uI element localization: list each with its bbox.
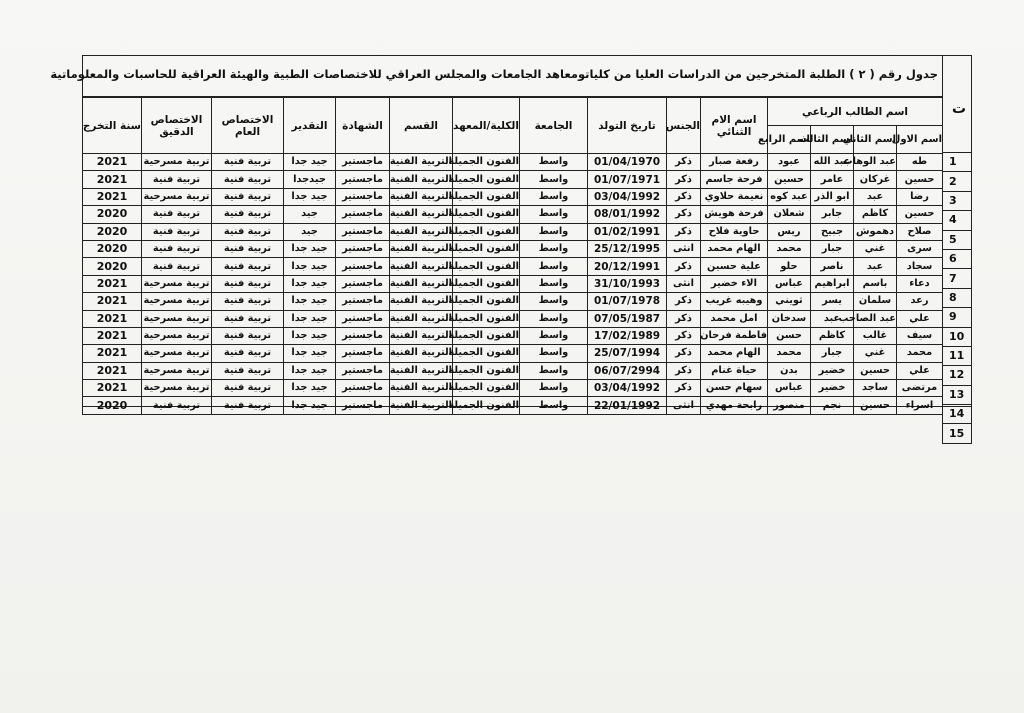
cell-second-name: عبد الصاحب [854, 310, 897, 327]
cell-precise-spec: تربية فنية [142, 397, 212, 414]
cell-fourth-name: محمد [768, 240, 811, 257]
header-general-spec: الاختصاص العام [212, 98, 284, 154]
cell-mother-name: حاوية فلاح [701, 223, 768, 240]
cell-department: التربية الفنية [390, 380, 453, 397]
cell-university: واسط [520, 327, 588, 344]
cell-grade: جيد جدا [284, 293, 336, 310]
cell-gender: ذكر [667, 345, 701, 362]
cell-degree: ماجستير [336, 223, 390, 240]
cell-department: التربية الفنية [390, 310, 453, 327]
cell-grad-year: 2020 [83, 397, 142, 414]
cell-general-spec: تربية فنية [212, 206, 284, 223]
header-fourth-name: اسم الرابع [768, 126, 811, 154]
cell-mother-name: وهيبه غريب [701, 293, 768, 310]
cell-first-name: طه [897, 154, 943, 171]
cell-third-name: عبد الله [811, 154, 854, 171]
cell-second-name: باسم [854, 275, 897, 292]
cell-degree: ماجستير [336, 345, 390, 362]
cell-precise-spec: تربية فنية [142, 258, 212, 275]
cell-grade: جيد جدا [284, 258, 336, 275]
cell-university: واسط [520, 362, 588, 379]
cell-first-name: علي [897, 310, 943, 327]
cell-grad-year: 2021 [83, 188, 142, 205]
cell-third-name: ابو الذر [811, 188, 854, 205]
cell-college: الفنون الجميلة [453, 327, 520, 344]
cell-university: واسط [520, 380, 588, 397]
cell-grade: جيد جدا [284, 154, 336, 171]
cell-university: واسط [520, 223, 588, 240]
cell-grad-year: 2020 [83, 206, 142, 223]
cell-gender: ذكر [667, 293, 701, 310]
cell-first-name: سيف [897, 327, 943, 344]
cell-college: الفنون الجميلة [453, 345, 520, 362]
cell-second-name: حسين [854, 397, 897, 414]
cell-precise-spec: تربية مسرحية [142, 275, 212, 292]
cell-mother-name: الهام محمد [701, 240, 768, 257]
cell-fourth-name: عبد كوه [768, 188, 811, 205]
cell-second-name: غركان [854, 171, 897, 188]
cell-dob: 01/07/1971 [588, 171, 667, 188]
cell-seq-number: 6 [943, 249, 972, 268]
cell-fourth-name: محمد [768, 345, 811, 362]
cell-dob: 22/01/1992 [588, 397, 667, 414]
cell-general-spec: تربية فنية [212, 223, 284, 240]
cell-grade: جيد جدا [284, 362, 336, 379]
cell-university: واسط [520, 240, 588, 257]
cell-fourth-name: بدن [768, 362, 811, 379]
cell-precise-spec: تربية مسرحية [142, 188, 212, 205]
cell-degree: ماجستير [336, 206, 390, 223]
cell-first-name: حسين [897, 171, 943, 188]
cell-grade: جيد جدا [284, 275, 336, 292]
cell-second-name: سلمان [854, 293, 897, 310]
cell-college: الفنون الجميلة [453, 206, 520, 223]
cell-third-name: عبد [811, 310, 854, 327]
cell-precise-spec: تربية مسرحية [142, 380, 212, 397]
cell-grade: جيد جدا [284, 327, 336, 344]
cell-college: الفنون الجميلة [453, 362, 520, 379]
cell-college: الفنون الجميلة [453, 188, 520, 205]
cell-gender: ذكر [667, 154, 701, 171]
cell-dob: 25/07/1994 [588, 345, 667, 362]
cell-dob: 06/07/2994 [588, 362, 667, 379]
cell-first-name: سرى [897, 240, 943, 257]
cell-grad-year: 2021 [83, 345, 142, 362]
cell-grad-year: 2021 [83, 293, 142, 310]
table-row [83, 397, 943, 414]
header-college: الكلية/المعهد [453, 98, 520, 154]
cell-seq-number: 12 [943, 366, 972, 385]
header-gender: الجنس [667, 98, 701, 154]
cell-grade: جيد جدا [284, 345, 336, 362]
cell-degree: ماجستير [336, 154, 390, 171]
header-third-name: اسم الثالث [811, 126, 854, 154]
cell-degree: ماجستير [336, 380, 390, 397]
cell-mother-name: فاطمة فرحان [701, 327, 768, 344]
table-row [83, 171, 943, 188]
header-grade: التقدير [284, 98, 336, 154]
cell-degree: ماجستير [336, 293, 390, 310]
cell-first-name: علي [897, 362, 943, 379]
cell-third-name: جبار [811, 240, 854, 257]
cell-second-name: غالب [854, 327, 897, 344]
table-row [83, 345, 943, 362]
cell-fourth-name: حسين [768, 171, 811, 188]
seq-header-label: ت [952, 101, 967, 117]
cell-university: واسط [520, 258, 588, 275]
cell-dob: 25/12/1995 [588, 240, 667, 257]
cell-precise-spec: تربية فنية [142, 240, 212, 257]
cell-grade: جيد [284, 206, 336, 223]
table-row [83, 362, 943, 379]
cell-grade: جيد جدا [284, 188, 336, 205]
cell-dob: 03/04/1992 [588, 380, 667, 397]
cell-seq-number: 13 [943, 385, 972, 404]
cell-grad-year: 2021 [83, 275, 142, 292]
cell-degree: ماجستير [336, 397, 390, 414]
cell-gender: ذكر [667, 188, 701, 205]
cell-department: التربية الفنية [390, 206, 453, 223]
cell-grade: جيد جدا [284, 310, 336, 327]
table-row [83, 380, 943, 397]
cell-department: التربية الفنية [390, 188, 453, 205]
cell-second-name: عبد [854, 258, 897, 275]
cell-general-spec: تربية فنية [212, 293, 284, 310]
cell-degree: ماجستير [336, 188, 390, 205]
cell-college: الفنون الجميلة [453, 258, 520, 275]
cell-college: الفنون الجميلة [453, 293, 520, 310]
cell-first-name: مرتضى [897, 380, 943, 397]
cell-department: التربية الفنية [390, 223, 453, 240]
cell-department: التربية الفنية [390, 293, 453, 310]
cell-grade: جيد جدا [284, 380, 336, 397]
cell-general-spec: تربية فنية [212, 380, 284, 397]
cell-grad-year: 2020 [83, 240, 142, 257]
header-department: القسم [390, 98, 453, 154]
cell-grade: جيدجدا [284, 171, 336, 188]
cell-gender: ذكر [667, 327, 701, 344]
cell-department: التربية الفنية [390, 327, 453, 344]
cell-mother-name: رابحة مهدي [701, 397, 768, 414]
cell-college: الفنون الجميلة [453, 380, 520, 397]
cell-general-spec: تربية فنية [212, 188, 284, 205]
cell-grad-year: 2021 [83, 154, 142, 171]
cell-university: واسط [520, 275, 588, 292]
cell-dob: 20/12/1991 [588, 258, 667, 275]
cell-college: الفنون الجميلة [453, 171, 520, 188]
cell-fourth-name: شعلان [768, 206, 811, 223]
cell-precise-spec: تربية مسرحية [142, 293, 212, 310]
cell-gender: ذكر [667, 310, 701, 327]
header-precise-spec: الاختصاص الدقيق [142, 98, 212, 154]
cell-general-spec: تربية فنية [212, 397, 284, 414]
table-row [83, 154, 943, 171]
cell-grad-year: 2021 [83, 362, 142, 379]
header-second-name: اسم الثاني [854, 126, 897, 154]
cell-seq-number: 8 [943, 288, 972, 307]
cell-general-spec: تربية فنية [212, 171, 284, 188]
cell-precise-spec: تربية مسرحية [142, 327, 212, 344]
cell-precise-spec: تربية فنية [142, 223, 212, 240]
cell-third-name: ناصر [811, 258, 854, 275]
cell-college: الفنون الجميلة [453, 223, 520, 240]
cell-mother-name: رفعة صبار [701, 154, 768, 171]
cell-precise-spec: تربية فنية [142, 171, 212, 188]
cell-department: التربية الفنية [390, 275, 453, 292]
cell-third-name: جابر [811, 206, 854, 223]
seq-number-column [942, 152, 972, 444]
cell-grad-year: 2020 [83, 258, 142, 275]
cell-seq-number: 14 [943, 405, 972, 424]
cell-second-name: غني [854, 345, 897, 362]
cell-college: الفنون الجميلة [453, 275, 520, 292]
cell-mother-name: فرحة هويش [701, 206, 768, 223]
cell-department: التربية الفنية [390, 345, 453, 362]
cell-first-name: صلاح [897, 223, 943, 240]
cell-seq-number: 1 [943, 153, 972, 172]
cell-gender: انثى [667, 275, 701, 292]
cell-mother-name: نعيمة حلاوي [701, 188, 768, 205]
cell-fourth-name: عبود [768, 154, 811, 171]
cell-degree: ماجستير [336, 327, 390, 344]
cell-first-name: رضا [897, 188, 943, 205]
cell-second-name: حسين [854, 362, 897, 379]
cell-seq-number: 11 [943, 346, 972, 365]
cell-grade: جيد [284, 223, 336, 240]
cell-degree: ماجستير [336, 275, 390, 292]
cell-general-spec: تربية فنية [212, 310, 284, 327]
table-row [83, 310, 943, 327]
cell-third-name: خضير [811, 362, 854, 379]
cell-gender: انثى [667, 397, 701, 414]
cell-mother-name: امل محمد [701, 310, 768, 327]
header-dob: تاريخ التولد [588, 98, 667, 154]
cell-precise-spec: تربية فنية [142, 206, 212, 223]
cell-university: واسط [520, 154, 588, 171]
cell-college: الفنون الجميلة [453, 154, 520, 171]
cell-third-name: جبار [811, 345, 854, 362]
cell-degree: ماجستير [336, 258, 390, 275]
cell-seq-number: 15 [943, 424, 972, 443]
cell-degree: ماجستير [336, 171, 390, 188]
cell-third-name: خضير [811, 380, 854, 397]
cell-department: التربية الفنية [390, 258, 453, 275]
cell-university: واسط [520, 345, 588, 362]
cell-seq-number: 5 [943, 230, 972, 249]
cell-mother-name: حياة غنام [701, 362, 768, 379]
header-mother-name: اسم الام الثنائي [701, 98, 768, 154]
cell-university: واسط [520, 206, 588, 223]
table-row [83, 240, 943, 257]
cell-second-name: كاظم [854, 206, 897, 223]
cell-seq-number: 9 [943, 308, 972, 327]
cell-grad-year: 2020 [83, 223, 142, 240]
cell-dob: 07/05/1987 [588, 310, 667, 327]
cell-seq-number: 4 [943, 211, 972, 230]
cell-university: واسط [520, 397, 588, 414]
cell-dob: 01/07/1978 [588, 293, 667, 310]
cell-third-name: ابراهيم [811, 275, 854, 292]
table-row [83, 223, 943, 240]
cell-mother-name: سهام حسن [701, 380, 768, 397]
cell-mother-name: علية حسين [701, 258, 768, 275]
cell-gender: ذكر [667, 362, 701, 379]
cell-gender: ذكر [667, 380, 701, 397]
cell-first-name: حسين [897, 206, 943, 223]
cell-general-spec: تربية فنية [212, 240, 284, 257]
cell-first-name: سجاد [897, 258, 943, 275]
cell-college: الفنون الجميلة [453, 310, 520, 327]
cell-university: واسط [520, 188, 588, 205]
cell-seq-number: 3 [943, 191, 972, 210]
cell-general-spec: تربية فنية [212, 327, 284, 344]
cell-dob: 01/02/1991 [588, 223, 667, 240]
cell-general-spec: تربية فنية [212, 362, 284, 379]
cell-grad-year: 2021 [83, 171, 142, 188]
table-row [83, 275, 943, 292]
cell-precise-spec: تربية مسرحية [142, 310, 212, 327]
cell-second-name: عبد الوهاب [854, 154, 897, 171]
cell-fourth-name: ثويني [768, 293, 811, 310]
cell-fourth-name: منصور [768, 397, 811, 414]
cell-degree: ماجستير [336, 362, 390, 379]
cell-seq-number: 7 [943, 269, 972, 288]
cell-department: التربية الفنية [390, 362, 453, 379]
cell-first-name: رعد [897, 293, 943, 310]
cell-second-name: ساجد [854, 380, 897, 397]
cell-fourth-name: ريس [768, 223, 811, 240]
table-title: جدول رقم ( ٢ ) الطلبة المتخرجين من الدراسات العليا من كلياتومعاهد الجامعات والمجلس العراقي للاختصاصات الطبية والهيئة العراقية للحاسبات والمعلوماتية [50, 67, 938, 81]
seq-column-header [942, 55, 972, 152]
cell-gender: ذكر [667, 206, 701, 223]
cell-grad-year: 2021 [83, 310, 142, 327]
cell-mother-name: الهام محمد [701, 345, 768, 362]
cell-dob: 01/04/1970 [588, 154, 667, 171]
cell-gender: ذكر [667, 258, 701, 275]
cell-mother-name: الاء خضير [701, 275, 768, 292]
cell-department: التربية الفنية [390, 240, 453, 257]
table-row [83, 188, 943, 205]
cell-grad-year: 2021 [83, 380, 142, 397]
cell-department: التربية الفنية [390, 397, 453, 414]
cell-third-name: يسر [811, 293, 854, 310]
cell-university: واسط [520, 171, 588, 188]
cell-fourth-name: عباس [768, 380, 811, 397]
table-row [83, 258, 943, 275]
cell-second-name: عبد [854, 188, 897, 205]
cell-first-name: اسراء [897, 397, 943, 414]
cell-grad-year: 2021 [83, 327, 142, 344]
cell-degree: ماجستير [336, 310, 390, 327]
cell-general-spec: تربية فنية [212, 345, 284, 362]
cell-first-name: محمد [897, 345, 943, 362]
cell-third-name: عامر [811, 171, 854, 188]
table-row [83, 206, 943, 223]
cell-precise-spec: تربية مسرحية [142, 345, 212, 362]
cell-degree: ماجستير [336, 240, 390, 257]
cell-precise-spec: تربية مسرحية [142, 362, 212, 379]
cell-third-name: كاظم [811, 327, 854, 344]
cell-general-spec: تربية فنية [212, 275, 284, 292]
cell-gender: ذكر [667, 223, 701, 240]
cell-general-spec: تربية فنية [212, 154, 284, 171]
cell-fourth-name: حسن [768, 327, 811, 344]
cell-second-name: غني [854, 240, 897, 257]
cell-dob: 03/04/1992 [588, 188, 667, 205]
cell-college: الفنون الجميلة [453, 397, 520, 414]
header-grad-year: سنة التخرج [83, 98, 142, 154]
header-first-name: اسم الاول [897, 126, 943, 154]
table-row [83, 327, 943, 344]
cell-second-name: دهموش [854, 223, 897, 240]
cell-seq-number: 10 [943, 327, 972, 346]
cell-dob: 31/10/1993 [588, 275, 667, 292]
cell-seq-number: 2 [943, 172, 972, 191]
cell-third-name: جبيح [811, 223, 854, 240]
cell-gender: انثى [667, 240, 701, 257]
cell-precise-spec: تربية مسرحية [142, 154, 212, 171]
cell-college: الفنون الجميلة [453, 240, 520, 257]
header-degree: الشهادة [336, 98, 390, 154]
cell-mother-name: فرحة جاسم [701, 171, 768, 188]
header-university: الجامعة [520, 98, 588, 154]
table-row [83, 293, 943, 310]
cell-fourth-name: سدخان [768, 310, 811, 327]
table-body [83, 154, 943, 415]
cell-first-name: دعاء [897, 275, 943, 292]
cell-fourth-name: عباس [768, 275, 811, 292]
cell-grade: جيد جدا [284, 397, 336, 414]
cell-university: واسط [520, 293, 588, 310]
cell-university: واسط [520, 310, 588, 327]
cell-dob: 08/01/1992 [588, 206, 667, 223]
cell-gender: ذكر [667, 171, 701, 188]
cell-department: التربية الفنية [390, 154, 453, 171]
cell-general-spec: تربية فنية [212, 258, 284, 275]
header-student-name: اسم الطالب الرباعي [768, 98, 943, 126]
header-row [83, 98, 943, 126]
title-row [50, 55, 942, 97]
cell-grade: جيد جدا [284, 240, 336, 257]
cell-fourth-name: حلو [768, 258, 811, 275]
cell-department: التربية الفنية [390, 171, 453, 188]
cell-dob: 17/02/1989 [588, 327, 667, 344]
cell-third-name: نجم [811, 397, 854, 414]
graduates-table [82, 97, 943, 415]
